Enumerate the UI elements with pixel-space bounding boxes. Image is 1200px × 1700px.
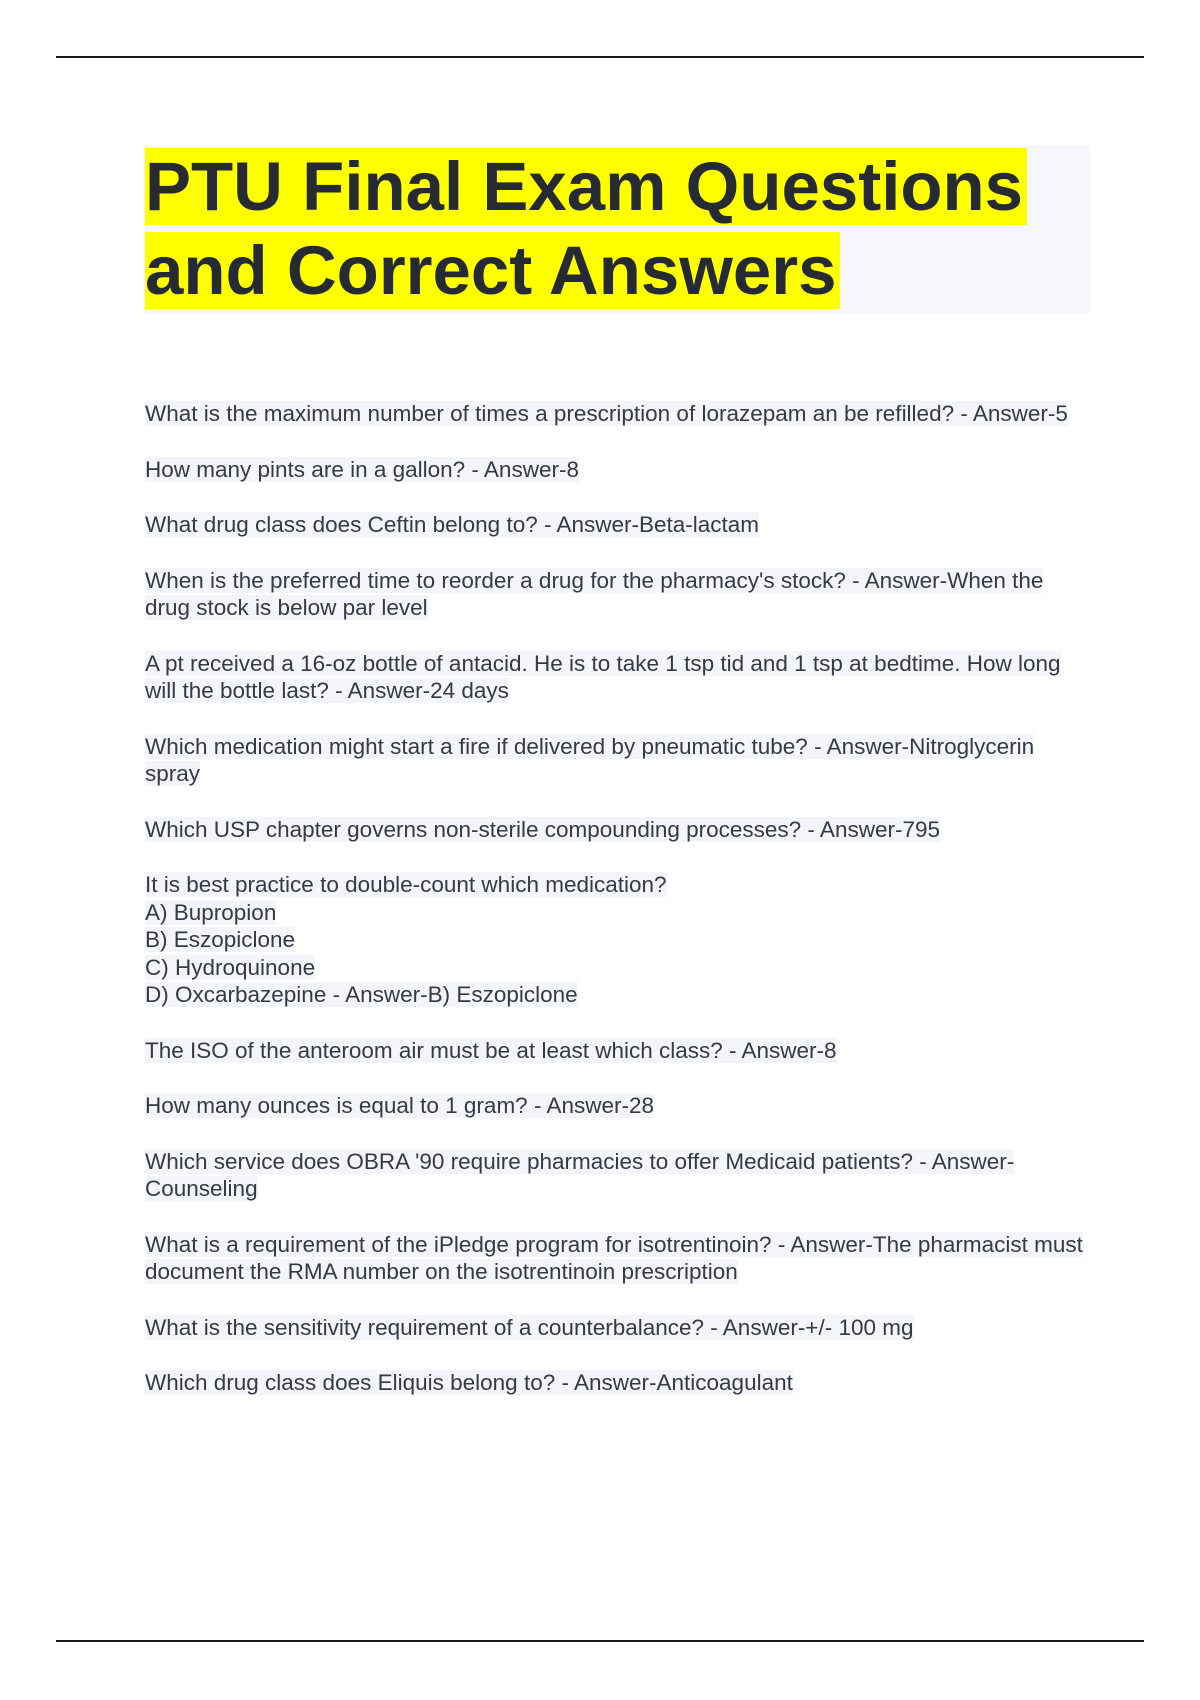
qa-item-8 (145, 871, 1090, 1009)
bottom-rule (56, 1640, 1144, 1642)
qa-text: What is the maximum number of times a prescription of lorazepam an be refilled? - Answer-5 (145, 401, 1068, 426)
question-answer-list (145, 400, 1090, 1425)
qa-text: How many pints are in a gallon? - Answer-8 (145, 456, 579, 482)
qa-item-6 (145, 733, 1090, 788)
qa-text: What is the sensitivity requirement of a counterbalance? - Answer-+/- 100 mg (145, 1314, 914, 1340)
qa-item-13 (145, 1314, 1090, 1342)
qa-text: It is best practice to double-count which medication? A) Bupropion B) Eszopiclone C) Hydroquinone D) Oxcarbazepine - Answer-B) Eszopiclone (145, 872, 667, 1007)
top-rule (56, 56, 1144, 58)
qa-text: The ISO of the anteroom air must be at least which class? - Answer-8 (145, 1037, 837, 1063)
qa-text: Which drug class does Eliquis belong to? - Answer-Anticoagulant (145, 1370, 793, 1395)
qa-text: When is the preferred time to reorder a drug for the pharmacy's stock? - Answer-When the drug stock is below par level (145, 567, 1044, 620)
qa-item-11 (145, 1148, 1090, 1203)
qa-item-9 (145, 1037, 1090, 1065)
title-block (145, 145, 1090, 313)
qa-item-14 (145, 1369, 1090, 1397)
qa-text: A pt received a 16-oz bottle of antacid. He is to take 1 tsp tid and 1 tsp at bedtime. How long will the bottle last? - Answer-24 days (145, 650, 1061, 703)
qa-item-1 (145, 400, 1090, 428)
qa-item-3 (145, 511, 1090, 539)
qa-text: Which medication might start a fire if delivered by pneumatic tube? - Answer-Nitroglycerin spray (145, 733, 1035, 786)
qa-text: Which USP chapter governs non-sterile compounding processes? - Answer-795 (145, 816, 940, 842)
qa-text: What drug class does Ceftin belong to? - Answer-Beta-lactam (145, 512, 760, 537)
qa-item-2 (145, 456, 1090, 484)
document-title (145, 145, 1090, 313)
qa-text: How many ounces is equal to 1 gram? - Answer-28 (145, 1093, 654, 1118)
qa-text: Which service does OBRA '90 require pharmacies to offer Medicaid patients? - Answer-Counseling (145, 1148, 1015, 1201)
qa-item-7 (145, 816, 1090, 844)
qa-item-12 (145, 1231, 1090, 1286)
qa-text: What is a requirement of the iPledge program for isotrentinoin? - Answer-The pharmacist must document the RMA number on the isotrentinoin prescription (145, 1231, 1083, 1284)
document-title-text: PTU Final Exam Questions and Correct Answers (145, 148, 1027, 309)
qa-item-5 (145, 650, 1090, 705)
qa-item-10 (145, 1092, 1090, 1120)
qa-item-4 (145, 567, 1090, 622)
